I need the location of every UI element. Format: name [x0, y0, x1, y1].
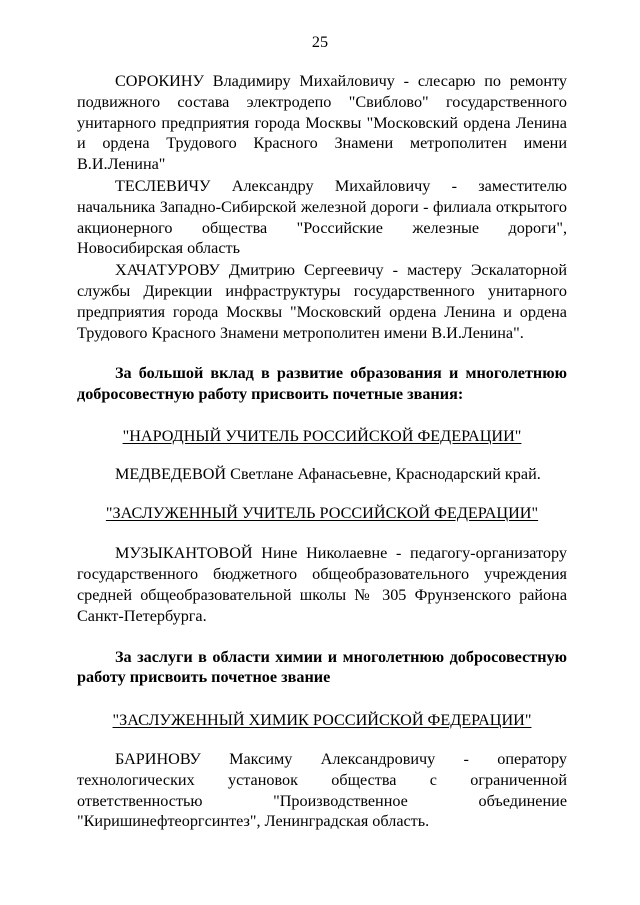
section-heading-education: За большой вклад в развитие образования и многолетнюю добросовестную работу присвоить почетные звания:: [77, 364, 567, 404]
award-sorokin: СОРОКИНУ Владимиру Михайловичу - слесарю по ремонту подвижного состава электродепо "Свиблово" государственного унитарного предприятия города Москвы "Московский ордена Ленина и ордена Трудового Красного Знамени метрополитен имени В.И.Ленина": [77, 72, 567, 174]
page-number: 25: [311, 33, 329, 51]
title-people-teacher: [77, 426, 567, 447]
award-khachaturov: ХАЧАТУРОВУ Дмитрию Сергеевичу - мастеру Эскалаторной службы Дирекции инфраструктуры государственного унитарного предприятия города Москвы "Московский ордена Ленина и ордена Трудового Красного Знамени метрополитен имени В.И.Ленина".: [77, 261, 567, 342]
title-people-teacher-text: "НАРОДНЫЙ УЧИТЕЛЬ РОССИЙСКОЙ ФЕДЕРАЦИИ": [122, 426, 522, 445]
title-honored-teacher: [77, 503, 567, 524]
award-barinov: БАРИНОВУ Максиму Александровичу - оператору технологических установок общества с ограниченной ответственностью "Производственное объединение "Киришинефтеоргсинтез", Ленинградская область.: [77, 749, 567, 831]
title-honored-chemist-text: "ЗАСЛУЖЕННЫЙ ХИМИК РОССИЙСКОЙ ФЕДЕРАЦИИ": [112, 711, 532, 730]
document-body: [77, 71, 567, 832]
title-honored-chemist: [77, 710, 567, 731]
award-teslevich: ТЕСЛЕВИЧУ Александру Михайловичу - заместителю начальника Западно-Сибирской железной дороги - филиала открытого акционерного общества "Российские железные дороги", Новосибирская область: [77, 176, 567, 258]
section-heading-chemistry: За заслуги в области химии и многолетнюю добросовестную работу присвоить почетное звание: [77, 647, 567, 687]
award-medvedeva: МЕДВЕДЕВОЙ Светлане Афанасьевне, Краснодарский край.: [115, 464, 541, 483]
award-muzykantova: МУЗЫКАНТОВОЙ Нине Николаевне - педагогу-организатору государственного бюджетного общеобразовательного учреждения средней общеобразовательной школы № 305 Фрунзенского района Санкт-Петербурга.: [77, 544, 567, 625]
title-honored-teacher-text: "ЗАСЛУЖЕННЫЙ УЧИТЕЛЬ РОССИЙСКОЙ ФЕДЕРАЦИИ": [105, 503, 539, 522]
